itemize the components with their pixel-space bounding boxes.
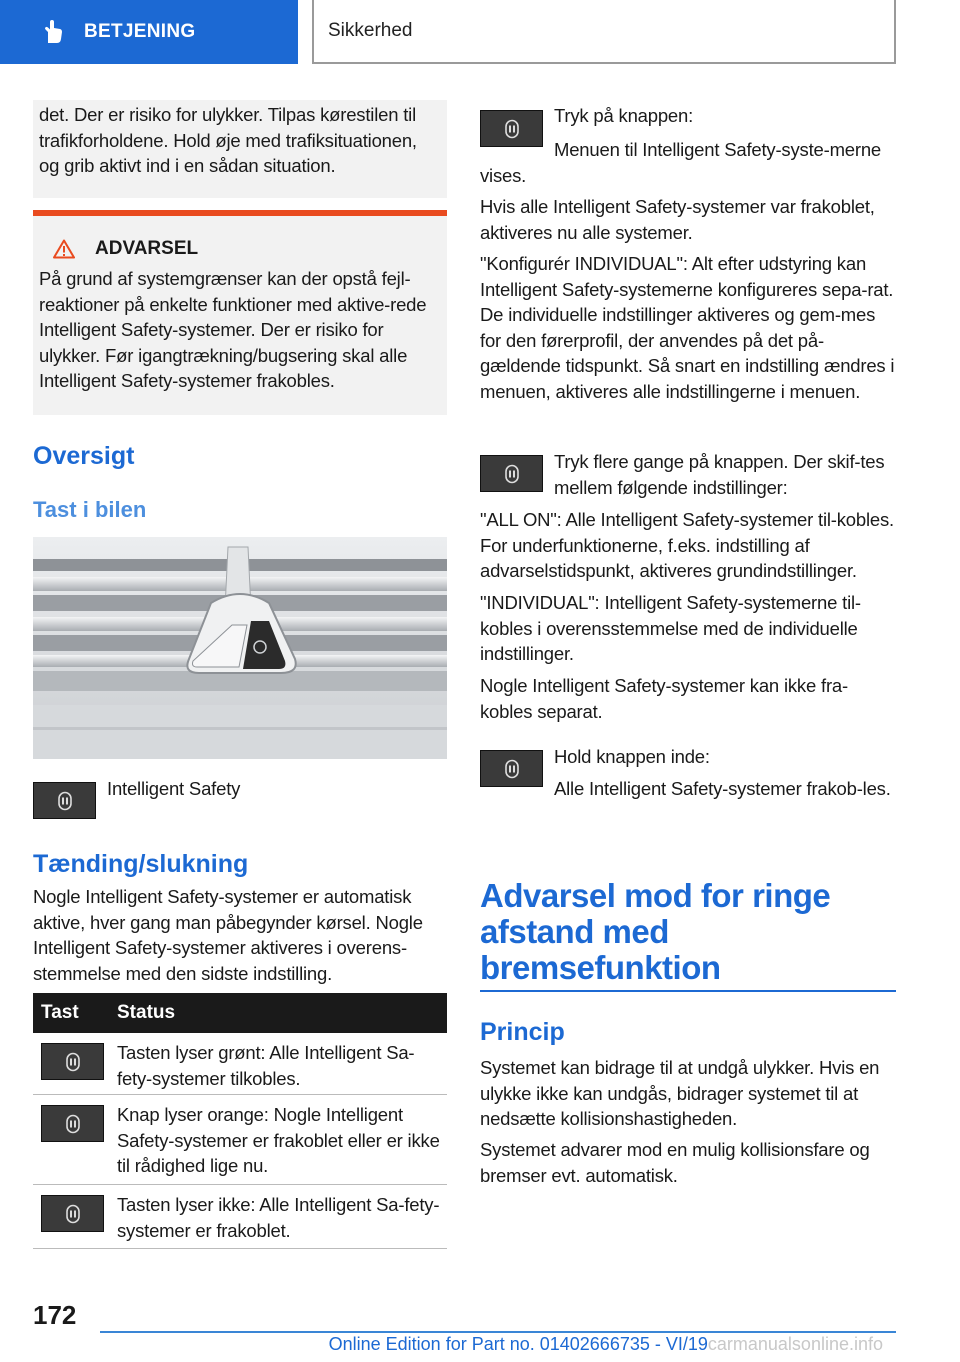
- grille-button-illustration: [33, 537, 447, 759]
- hand-icon: [40, 19, 66, 45]
- column-header-status: Status: [117, 1002, 176, 1023]
- key-legend-row: [33, 778, 447, 822]
- footer-rule: [100, 1331, 896, 1333]
- intelligent-safety-button-icon: [41, 1195, 104, 1232]
- table-row: [33, 1185, 447, 1249]
- on-off-text: Nogle Intelligent Safety-systemer er automatisk aktive, hver gang man påbegynder kørsel. Nogle Intelligent Safety-systemer aktiveres i overens-stemmelse med den sidste indstilling.: [33, 886, 423, 984]
- grille-photo: [33, 537, 447, 759]
- page-number: 172: [33, 1300, 77, 1330]
- para-all-disabled: Hvis alle Intelligent Safety-systemer var frakoblet, aktiveres nu alle systemer.: [480, 196, 875, 243]
- intro-text: det. Der er risiko for ulykker. Tilpas kørestilen til trafikforholdene. Hold øje med trafiksituationen, og grib aktivt ind i en sådan situation.: [39, 104, 417, 177]
- press-text: Menuen til Intelligent Safety-syste-merne vises.: [480, 139, 882, 186]
- section-title: Sikkerhed: [312, 0, 896, 64]
- watermark-text: carmanualsonline.info: [707, 1334, 883, 1354]
- table-cell-status: Tasten lyser grønt: Alle Intelligent Sa-fety-systemer tilkobles.: [117, 1042, 415, 1089]
- para-separate: Nogle Intelligent Safety-systemer kan ikke fra-kobles separat.: [480, 675, 848, 722]
- edition-text: Online Edition for Part no. 01402666735 - VI/19: [328, 1334, 708, 1354]
- intelligent-safety-button-icon: [33, 782, 96, 819]
- warning-title: ADVARSEL: [95, 238, 199, 259]
- principle-text-1: Systemet kan bidrage til at undgå ulykker. Hvis en ulykke ikke kan undgås, bidrager systemet til at nedsætte kollisionshastigheden.: [480, 1057, 880, 1130]
- press-multi-text: Tryk flere gange på knappen. Der skif-tes mellem følgende indstillinger:: [554, 451, 885, 498]
- chapter-tab-label: BETJENING: [84, 21, 196, 42]
- intelligent-safety-button-icon: [41, 1105, 104, 1142]
- warning-header: [39, 238, 441, 260]
- warning-box: [33, 210, 447, 415]
- heading-principle: Princip: [480, 1018, 565, 1046]
- heading-overview: Oversigt: [33, 442, 135, 470]
- table-row: [33, 1095, 447, 1185]
- column-header-key: Tast: [41, 1002, 79, 1023]
- para-configure-individual: "Konfigurér INDIVIDUAL": Alt efter udstyring kan Intelligent Safety-systemerne konfigureres sepa-rat. De individuelle indstillinger aktiveres og gem-mes for den førerprofil, der anvendes på det på-gældende tidspunkt. Så snart en indstilling ændres i menuen, aktiveres alle indstillingerne i menuen.: [480, 253, 895, 402]
- chapter-tab[interactable]: [0, 0, 298, 64]
- footer-edition: [0, 1334, 883, 1355]
- para-all-on: "ALL ON": Alle Intelligent Safety-systemer til-kobles. For underfunktionerne, f.eks. indstilling af advarselstidspunkt, aktiveres grundindstillinger.: [480, 509, 894, 582]
- press-label: Tryk på knappen:: [554, 105, 694, 126]
- press-multi-row: [480, 451, 896, 498]
- heading-underline: [480, 990, 896, 992]
- intelligent-safety-button-icon: [41, 1043, 104, 1080]
- table-cell-status: Tasten lyser ikke: Alle Intelligent Sa-fety-systemer er frakoblet.: [117, 1194, 440, 1241]
- subheading-key-in-car: Tast i bilen: [33, 497, 147, 522]
- hold-text: Alle Intelligent Safety-systemer frakob-les.: [554, 778, 891, 799]
- para-individual: "INDIVIDUAL": Intelligent Safety-systemerne til-kobles i overensstemmelse med de individuelle indstillinger.: [480, 592, 861, 665]
- heading-on-off: Tænding/slukning: [33, 850, 249, 878]
- warning-triangle-icon: [53, 239, 75, 259]
- section-heading-distance-warning: Advarsel mod for ringe afstand med bremsefunktion: [480, 877, 831, 986]
- warning-text: På grund af systemgrænser kan der opstå fejl-reaktioner på enkelte funktioner med aktive-rede Intelligent Safety-systemer. Der er risiko for ulykker. Før igangtrækning/bugsering skal alle Intelligent Safety-systemer frakobles.: [39, 268, 427, 392]
- table-cell-status: Knap lyser orange: Nogle Intelligent Safety-systemer er frakoblet eller er ikke til rådighed lige nu.: [117, 1104, 440, 1177]
- status-table: [33, 993, 447, 1249]
- intelligent-safety-button-icon: [480, 455, 543, 492]
- table-row: [33, 1033, 447, 1095]
- intro-box: [33, 100, 447, 198]
- intelligent-safety-caption: Intelligent Safety: [107, 778, 241, 799]
- hold-label: Hold knappen inde:: [554, 746, 710, 767]
- table-header: [33, 993, 447, 1033]
- principle-text-2: Systemet advarer mod en mulig kollisionsfare og bremser evt. automatisk.: [480, 1139, 870, 1186]
